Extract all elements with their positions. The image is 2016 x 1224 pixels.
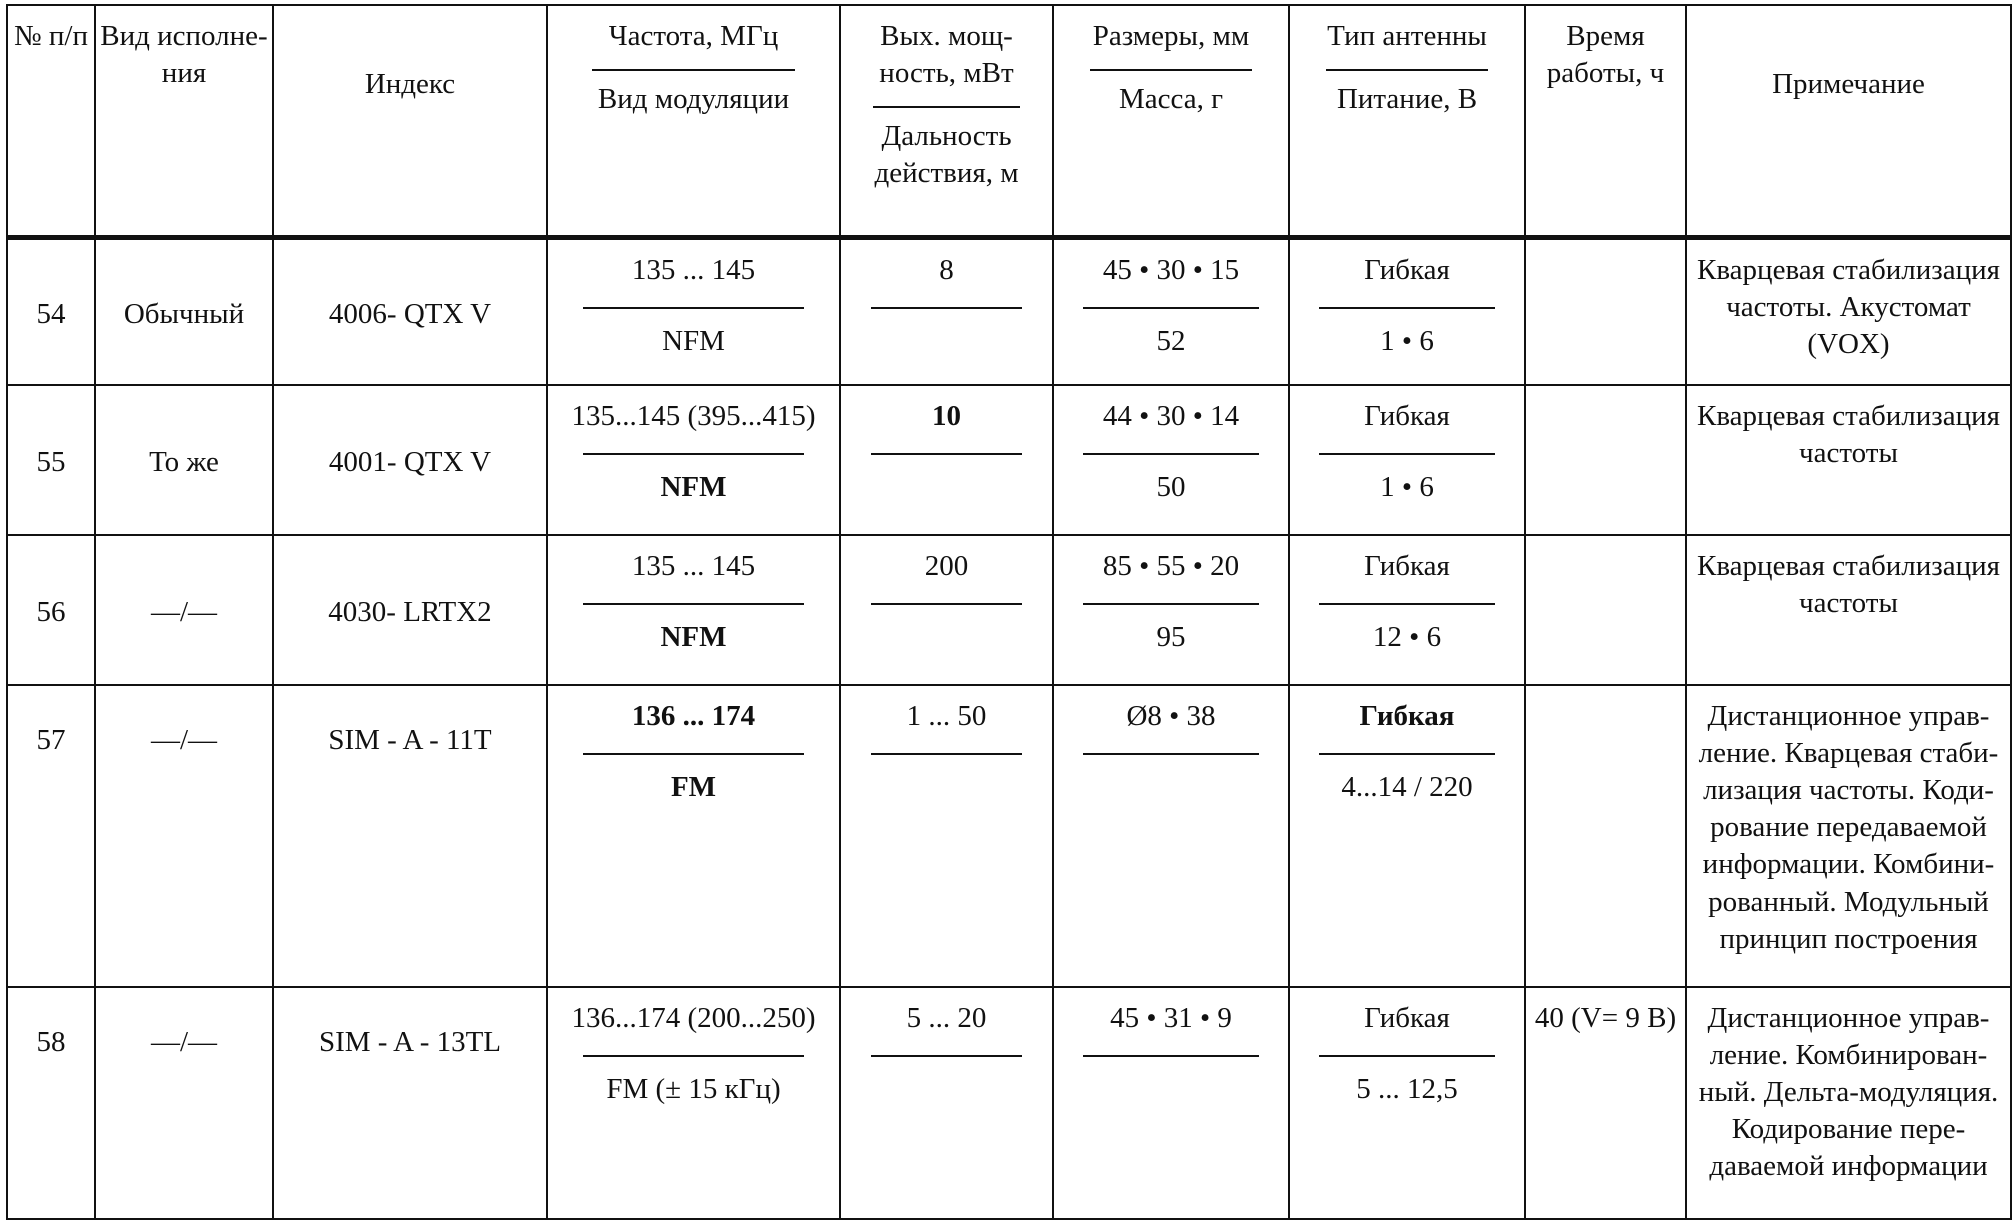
header-range: Дальность действия, м	[874, 120, 1019, 190]
cell-num: 56	[7, 535, 95, 685]
header-freq-modulation	[547, 5, 840, 237]
cell-version: То же	[95, 385, 273, 535]
header-supply: Питание, В	[1336, 83, 1478, 116]
header-num: № п/п	[7, 5, 95, 237]
cell-divider	[871, 753, 1021, 755]
cell-antenna-supply	[1289, 685, 1525, 987]
cell-divider	[583, 453, 804, 455]
cell-divider	[583, 603, 804, 605]
cell-modulation: FM (± 15 кГц)	[606, 1073, 781, 1106]
cell-index: SIM - A - 13TL	[273, 987, 547, 1219]
cell-divider	[1083, 453, 1259, 455]
cell-freq: 135...145 (395...415)	[571, 400, 816, 432]
header-antenna: Тип антенны	[1327, 20, 1487, 52]
cell-freq-modulation	[547, 385, 840, 535]
cell-antenna-supply	[1289, 385, 1525, 535]
cell-mass: 95	[1156, 621, 1186, 654]
cell-num: 55	[7, 385, 95, 535]
header-size-mass	[1053, 5, 1289, 237]
cell-mass: 52	[1156, 324, 1186, 357]
cell-size-mass	[1053, 685, 1289, 987]
cell-note: Кварцевая стабилизация частоты	[1686, 385, 2011, 535]
cell-divider	[1083, 307, 1259, 309]
cell-supply: 1 • 6	[1380, 471, 1434, 504]
cell-num: 58	[7, 987, 95, 1219]
cell-time	[1525, 385, 1686, 535]
header-divider	[1090, 69, 1253, 71]
header-mass: Масса, г	[1118, 83, 1224, 116]
header-index: Индекс	[273, 5, 547, 237]
cell-version: Обычный	[95, 237, 273, 385]
cell-index: 4030- LRTX2	[273, 535, 547, 685]
cell-index: 4006- QTX V	[273, 237, 547, 385]
cell-divider	[1319, 753, 1495, 755]
cell-divider	[1319, 1055, 1495, 1057]
table-row	[7, 535, 2011, 685]
cell-antenna: Гибкая	[1364, 550, 1450, 582]
cell-note: Кварцевая стабилизация частоты. Акустомат (VOX)	[1686, 237, 2011, 385]
cell-size: 85 • 55 • 20	[1102, 550, 1240, 582]
cell-freq: 136 ... 174	[631, 700, 756, 732]
cell-power: 10	[932, 400, 961, 432]
cell-size-mass	[1053, 385, 1289, 535]
cell-power-range	[840, 987, 1053, 1219]
cell-power: 8	[939, 253, 954, 286]
cell-antenna: Гибкая	[1359, 700, 1455, 732]
header-divider	[873, 106, 1019, 108]
cell-size: 45 • 31 • 9	[1110, 1002, 1232, 1034]
header-version: Вид исполне-ния	[95, 5, 273, 237]
cell-power: 1 ... 50	[906, 700, 987, 732]
header-time: Время работы, ч	[1525, 5, 1686, 237]
cell-divider	[583, 1055, 804, 1057]
cell-power: 200	[924, 550, 969, 582]
cell-size: 44 • 30 • 14	[1102, 400, 1240, 432]
cell-modulation: NFM	[660, 621, 727, 654]
table-row	[7, 987, 2011, 1219]
cell-note: Дистанционное управ-ление. Комбинирован-ный. Дельта-модуляция. Кодирование пере-даваемой информации	[1686, 987, 2011, 1219]
cell-note: Дистанционное управ-ление. Кварцевая стаби-лизация частоты. Коди-рование передаваемой информации. Комбини-рованный. Модульный принцип построения	[1686, 685, 2011, 987]
cell-mass: 50	[1156, 471, 1186, 504]
cell-divider	[1319, 453, 1495, 455]
cell-modulation: NFM	[660, 471, 727, 504]
cell-freq: 135 ... 145	[631, 253, 756, 286]
header-size: Размеры, мм	[1092, 20, 1250, 52]
cell-freq-modulation	[547, 237, 840, 385]
cell-divider	[583, 307, 804, 309]
cell-num: 54	[7, 237, 95, 385]
cell-supply: 4...14 / 220	[1341, 771, 1473, 804]
cell-antenna-supply	[1289, 535, 1525, 685]
cell-freq-modulation	[547, 535, 840, 685]
header-note: Примечание	[1686, 5, 2011, 237]
table-row	[7, 237, 2011, 385]
cell-size-mass	[1053, 987, 1289, 1219]
cell-freq: 136...174 (200...250)	[571, 1002, 816, 1034]
cell-note: Кварцевая стабилизация частоты	[1686, 535, 2011, 685]
cell-power-range	[840, 385, 1053, 535]
cell-size-mass	[1053, 535, 1289, 685]
cell-modulation: NFM	[662, 324, 725, 357]
cell-divider	[1083, 603, 1259, 605]
cell-version: —/—	[95, 535, 273, 685]
header-power-range	[840, 5, 1053, 237]
cell-antenna-supply	[1289, 987, 1525, 1219]
cell-divider	[871, 307, 1021, 309]
cell-modulation: FM	[670, 771, 717, 804]
cell-divider	[1319, 603, 1495, 605]
table-row	[7, 385, 2011, 535]
cell-divider	[1083, 1055, 1259, 1057]
cell-divider	[1319, 307, 1495, 309]
cell-time	[1525, 237, 1686, 385]
cell-supply: 5 ... 12,5	[1356, 1073, 1458, 1106]
cell-freq: 135 ... 145	[631, 550, 756, 582]
cell-divider	[871, 1055, 1021, 1057]
cell-power-range	[840, 685, 1053, 987]
cell-index: SIM - A - 11T	[273, 685, 547, 987]
header-divider	[592, 69, 796, 71]
cell-time	[1525, 535, 1686, 685]
header-freq: Частота, МГц	[608, 20, 779, 52]
cell-supply: 12 • 6	[1372, 621, 1442, 654]
cell-version: —/—	[95, 987, 273, 1219]
cell-size: 45 • 30 • 15	[1102, 253, 1240, 286]
cell-divider	[1083, 753, 1259, 755]
header-divider	[1326, 69, 1489, 71]
cell-freq-modulation	[547, 685, 840, 987]
cell-divider	[871, 453, 1021, 455]
transmitter-spec-table	[6, 4, 2012, 1220]
cell-antenna: Гибкая	[1364, 1002, 1450, 1034]
cell-num: 57	[7, 685, 95, 987]
cell-freq-modulation	[547, 987, 840, 1219]
cell-power-range	[840, 237, 1053, 385]
cell-size: Ø8 • 38	[1126, 700, 1216, 732]
cell-index: 4001- QTX V	[273, 385, 547, 535]
cell-antenna: Гибкая	[1364, 253, 1450, 286]
cell-power-range	[840, 535, 1053, 685]
cell-supply: 1 • 6	[1380, 324, 1434, 357]
header-antenna-supply	[1289, 5, 1525, 237]
header-power: Вых. мощ-ность, мВт	[879, 20, 1014, 90]
cell-time	[1525, 685, 1686, 987]
cell-version: —/—	[95, 685, 273, 987]
header-modulation: Вид модуляции	[597, 83, 790, 116]
cell-divider	[871, 603, 1021, 605]
cell-time: 40 (V= 9 В)	[1525, 987, 1686, 1219]
cell-power: 5 ... 20	[906, 1002, 987, 1034]
cell-antenna-supply	[1289, 237, 1525, 385]
cell-size-mass	[1053, 237, 1289, 385]
cell-divider	[583, 753, 804, 755]
table-row	[7, 685, 2011, 987]
header-row	[7, 5, 2011, 237]
cell-antenna: Гибкая	[1364, 400, 1450, 432]
